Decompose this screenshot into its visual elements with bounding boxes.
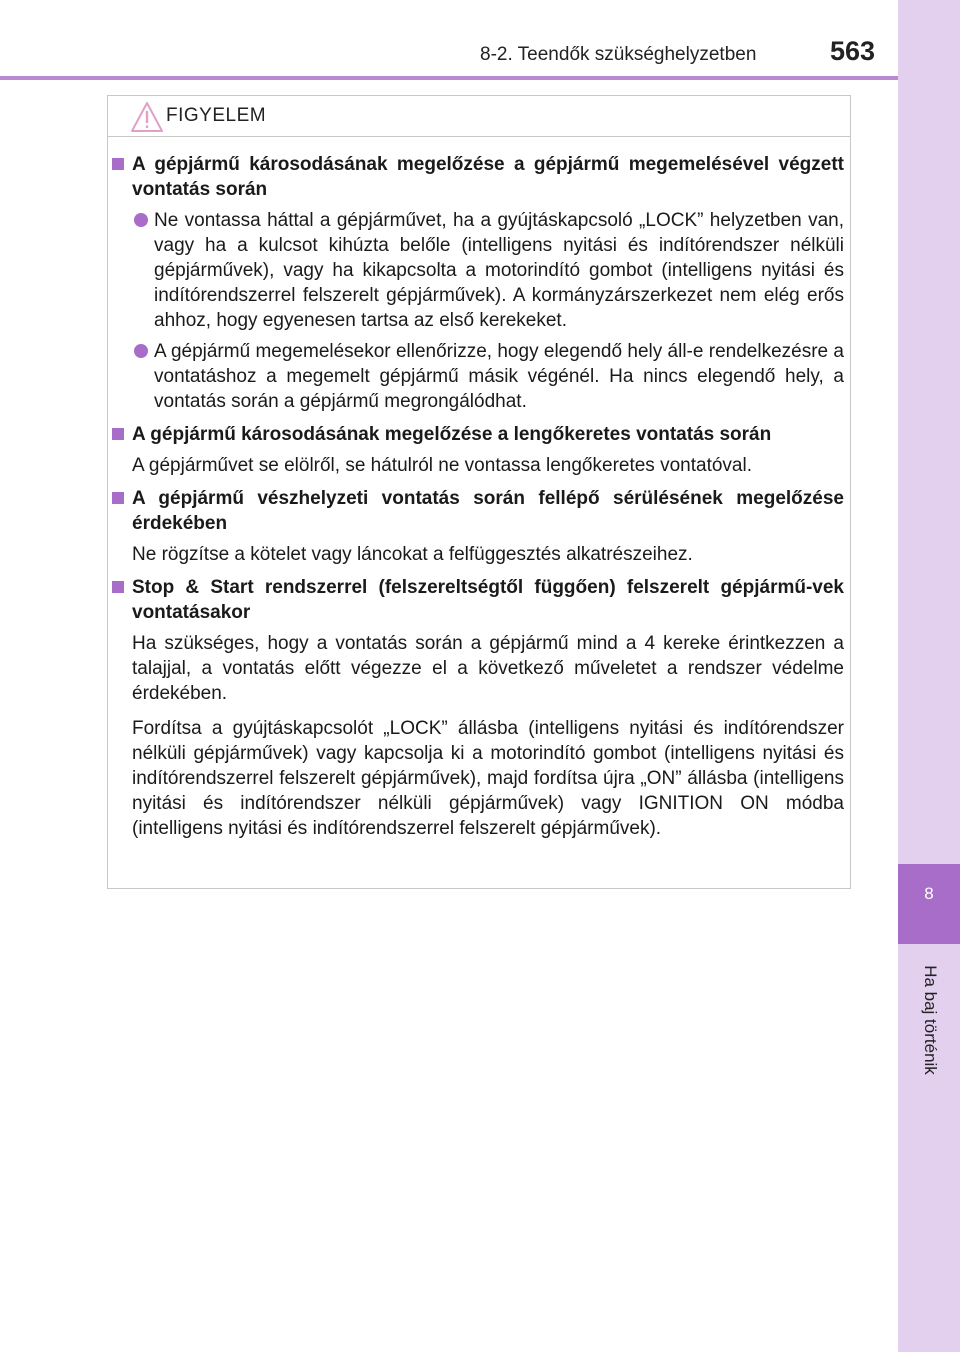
warning-section — [110, 152, 844, 414]
section-text: Ne rögzítse a kötelet vagy láncokat a felfüggesztés alkatrészeihez. — [132, 544, 693, 565]
section-text: Ha szükséges, hogy a vontatás során a gépjármű mind a 4 kereke érintkezzen a talajjal, a vontatás előtt végezze el a következő műveletet a rendszer védelme érdekében. — [132, 633, 844, 704]
square-bullet-icon — [112, 492, 124, 504]
warning-label: FIGYELEM — [166, 105, 267, 126]
square-bullet-icon — [112, 581, 124, 593]
warning-section — [110, 486, 844, 567]
list-item-text: A gépjármű megemelésekor ellenőrizze, hogy elegendő hely áll-e rendelkezésre a vontatáshoz a megemelt gépjármű másik végénél. Ha nincs elegendő hely, a vontatás során a gépjármű megrongálódhat. — [154, 341, 844, 412]
page-number: 563 — [830, 36, 876, 66]
list-item — [132, 339, 844, 414]
section-text: A gépjárművet se elölről, se hátulról ne vontassa lengőkeretes vontatóval. — [132, 455, 752, 476]
section-text: Fordítsa a gyújtáskapcsolót „LOCK” állásba (intelligens nyitási és indítórendszer nélküli gépjárművek) vagy kapcsolja ki a motorindító gombot (intelligens nyitási és indítórendszerrel felszerelt gépjárművek), majd fordítsa újra „ON” állásba (intelligens nyitási és indítórendszer nélküli gépjárművek) vagy IGNITION ON módba (intelligens nyitási és indítórendszerrel felszerelt gépjárművek). — [132, 718, 844, 839]
section-title: A gépjármű károsodásának megelőzése a lengőkeretes vontatás során — [132, 424, 772, 445]
round-bullet-icon — [134, 213, 148, 227]
warning-triangle-icon — [130, 101, 164, 133]
list-item-text: Ne vontassa háttal a gépjárművet, ha a gyújtáskapcsoló „LOCK” helyzetben van, vagy ha a kulcsot kihúzta belőle (intelligens nyitási és indítórendszer nélküli gépjárművek), vagy ha kikapcsolta a motorindító gombot (intelligens nyitási és indítórendszerrel felszerelt gépjárművek). A kormányzárszerkezet nem elég erős ahhoz, hogy egyenesen tartsa az első kerekeket. — [154, 210, 844, 331]
warning-section — [110, 575, 844, 841]
warning-section — [110, 422, 844, 478]
warning-header — [108, 96, 850, 137]
chapter-number-tab[interactable]: 8 — [898, 864, 960, 944]
section-title: A gépjármű vészhelyzeti vontatás során fellépő sérülésének megelőzése érdekében — [132, 488, 844, 534]
chapter-title: Ha baj történik — [921, 965, 940, 1075]
list-item — [132, 208, 844, 333]
round-bullet-icon — [134, 344, 148, 358]
square-bullet-icon — [112, 428, 124, 440]
header-section-title: 8-2. Teendők szükséghelyzetben — [480, 44, 757, 65]
warning-content — [110, 152, 844, 849]
side-tab-strip — [898, 0, 960, 1352]
square-bullet-icon — [112, 158, 124, 170]
header-divider — [0, 76, 898, 80]
section-title: A gépjármű károsodásának megelőzése a gépjármű megemelésével végzett vontatás során — [132, 154, 844, 200]
section-title: Stop & Start rendszerrel (felszereltségtől függően) felszerelt gépjármű-vek vontatásakor — [132, 577, 844, 623]
